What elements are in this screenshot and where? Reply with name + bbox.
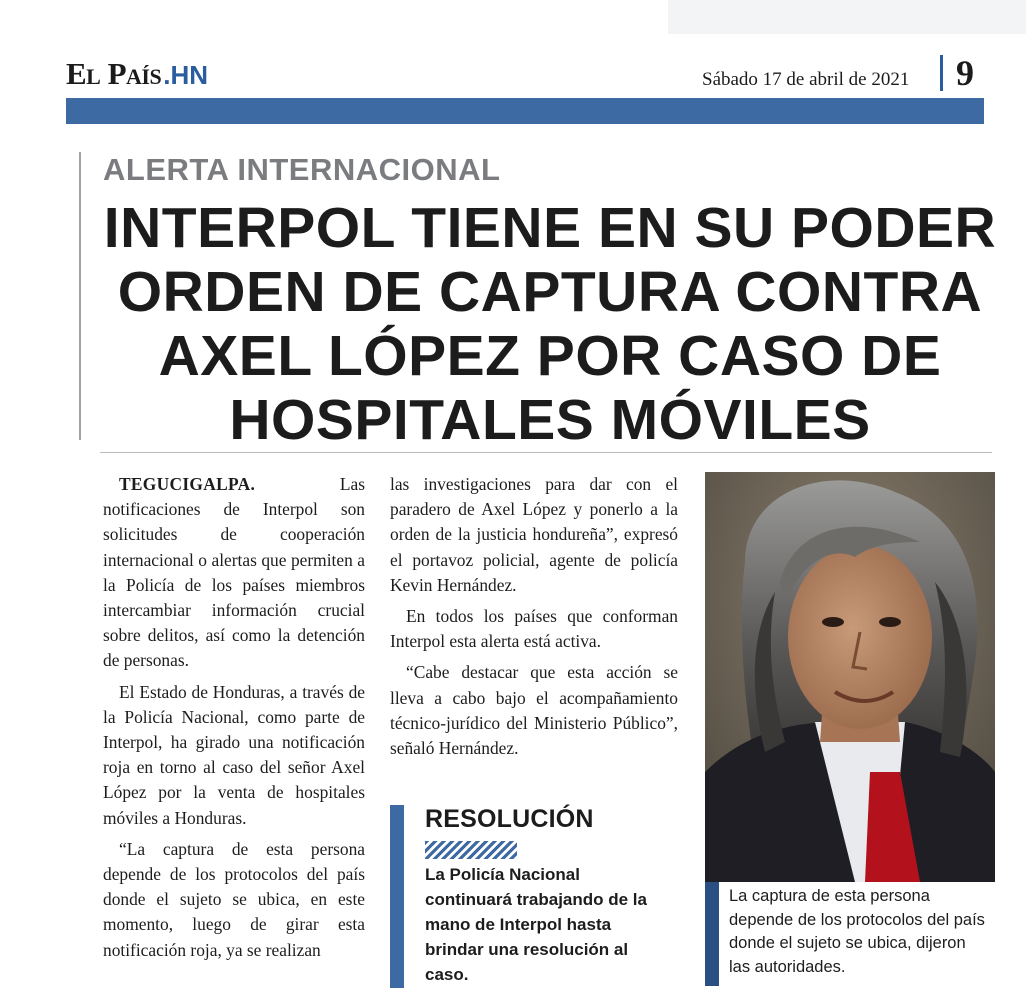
sidebar-accent-bar	[390, 805, 404, 988]
article-column-2	[390, 472, 678, 767]
paragraph: En todos los países que conforman Interpol esta alerta está activa.	[390, 606, 678, 652]
logo-suffix: .HN	[163, 60, 209, 90]
portrait-illustration	[705, 472, 995, 882]
newspaper-logo	[66, 56, 208, 96]
paragraph: El Estado de Honduras, a través de la Policía Nacional, como parte de Interpol, ha girado una notificación roja en torno al caso del señor Axel López por la venta de hospitales móviles a Honduras.	[103, 681, 365, 828]
page-number-divider	[940, 55, 943, 91]
sidebar-hatch	[425, 841, 517, 859]
headline-line: HOSPITALES MÓVILES	[229, 388, 871, 452]
paragraph: “Cabe destacar que esta acción se lleva a cabo bajo el acompañamiento técnico-jurídico del Ministerio Público”, señaló Hernández.	[390, 662, 678, 759]
top-shade	[668, 0, 1026, 34]
logo-name: El País	[66, 56, 162, 91]
header-bar	[66, 98, 984, 124]
portrait-photo	[705, 472, 995, 882]
section-kicker: ALERTA INTERNACIONAL	[103, 152, 501, 187]
headline-line: ORDEN DE CAPTURA CONTRA	[117, 260, 983, 324]
headline-divider	[100, 452, 992, 453]
page-number: 9	[956, 53, 974, 93]
caption-accent-bar	[705, 882, 719, 986]
article-column-1	[103, 472, 365, 969]
headline-rule	[79, 152, 81, 440]
photo-caption: La captura de esta persona depende de los protocolos del país donde el sujeto se ubica, dijeron las autoridades.	[729, 887, 985, 976]
paragraph	[103, 472, 365, 674]
headline-line: AXEL LÓPEZ POR CASO DE	[158, 324, 942, 388]
paragraph: “La captura de esta persona depende de los protocolos del país donde el sujeto se ubica, en este momento, luego de girar esta notificación roja, ya se realizan	[103, 838, 365, 960]
paragraph-text: Las notificaciones de Interpol son solicitudes de cooperación internacional o alertas que permiten a la Policía de los países miembros intercambiar información crucial sobre delitos, así como la detención de personas.	[103, 474, 365, 671]
sidebar-text: La Policía Nacional continuará trabajando de la mano de Interpol hasta brindar una resolución al caso.	[425, 865, 647, 984]
headline	[100, 196, 1000, 452]
sidebar-title: RESOLUCIÓN	[425, 805, 594, 833]
headline-line: INTERPOL TIENE EN SU PODER	[103, 196, 997, 260]
dateline: TEGUCIGALPA.	[119, 474, 256, 494]
issue-date: Sábado 17 de abril de 2021	[702, 69, 910, 90]
paragraph: las investigaciones para dar con el paradero de Axel López y ponerlo a la orden de la justicia hondureña”, expresó el portavoz policial, agente de policía Kevin Hernández.	[390, 474, 678, 595]
